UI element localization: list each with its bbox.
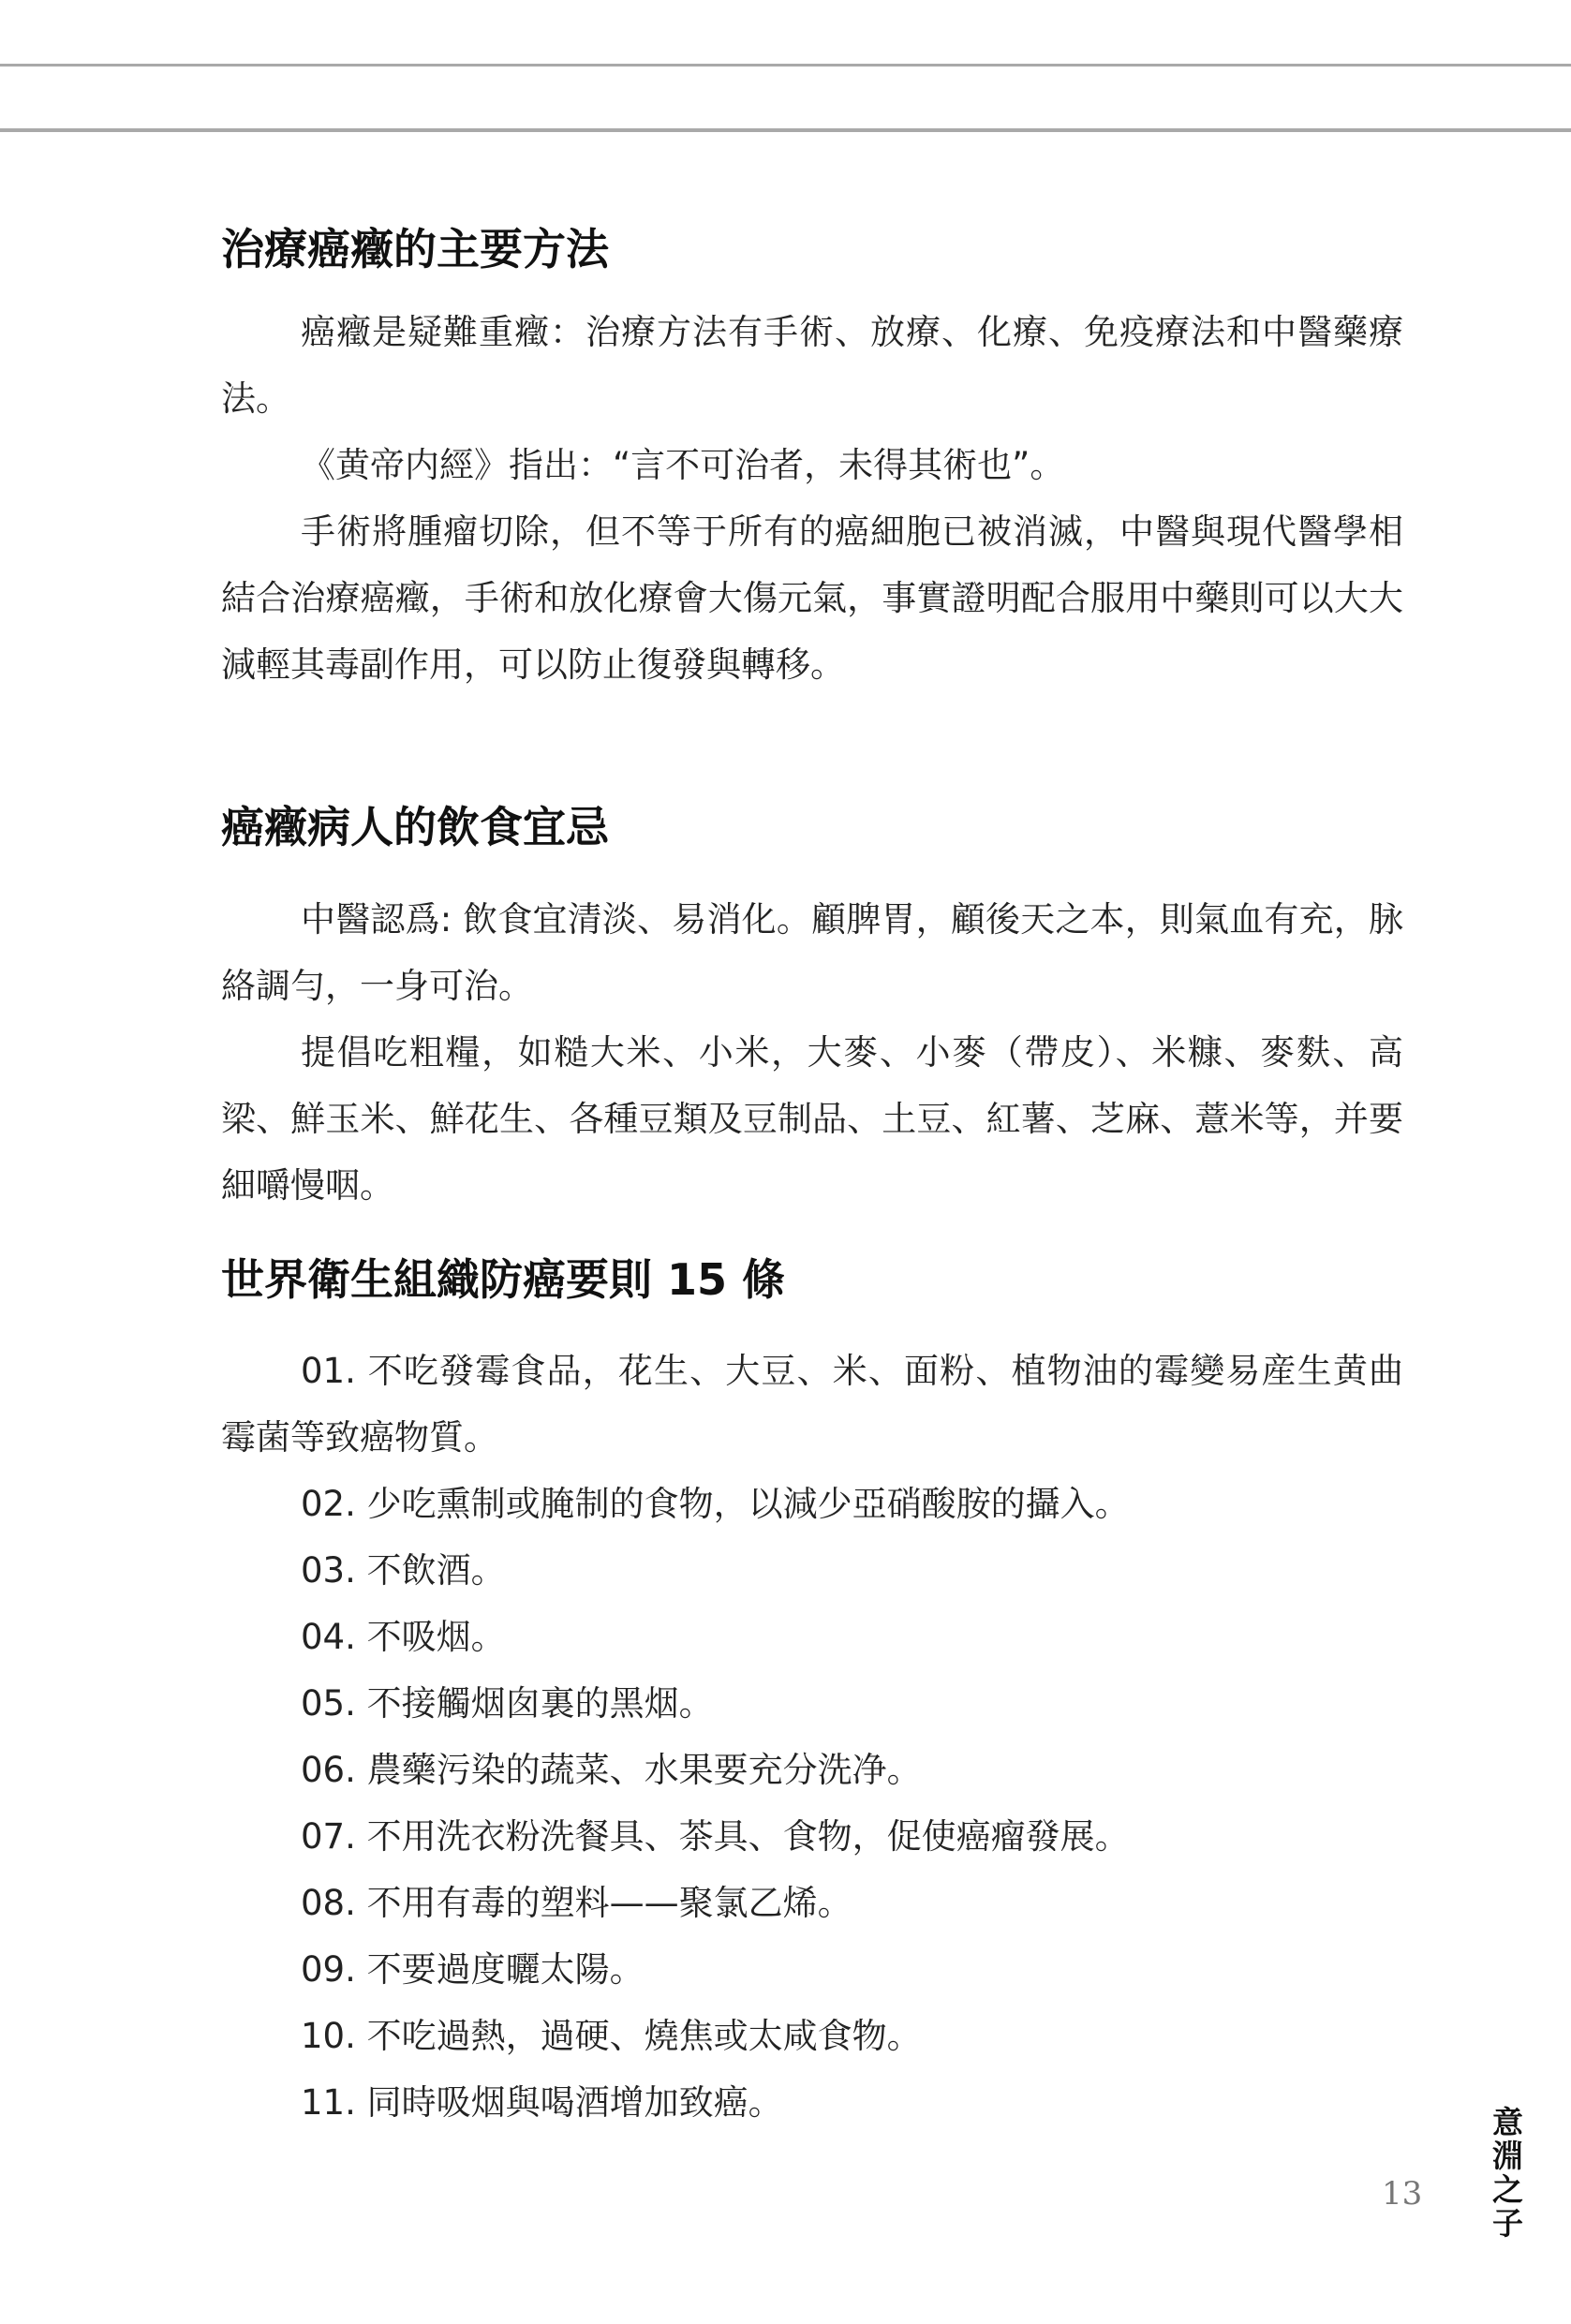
list-item: 09. 不要過度曬太陽。 — [301, 1949, 645, 1990]
section-heading-treatment: 治療癌癥的主要方法 — [221, 224, 609, 274]
section-heading-who-rules: 世界衛生組織防癌要則 15 條 — [221, 1254, 786, 1305]
rules-list — [221, 1338, 1403, 2136]
section-body-treatment — [221, 299, 1403, 698]
list-item: 02. 少吃熏制或腌制的食物，以減少亞硝酸胺的攝入。 — [301, 1484, 1130, 1524]
list-item: 08. 不用有毒的塑料——聚氯乙烯。 — [301, 1883, 852, 1923]
list-item: 01. 不吃發霉食品，花生、大豆、米、面粉、植物油的霉變易産生黄曲霉菌等致癌物質。 — [221, 1351, 1403, 1458]
paragraph: 提倡吃粗糧，如糙大米、小米，大麥、小麥（帶皮）、米糠、麥麩、高梁、鮮玉米、鮮花生、各種豆類及豆制品、土豆、紅薯、芝麻、薏米等，并要細嚼慢咽。 — [221, 1032, 1403, 1206]
section-heading-diet: 癌癥病人的飲食宜忌 — [221, 802, 609, 852]
series-title: 意淵之子 — [1488, 2106, 1524, 2241]
section-body-diet — [221, 886, 1403, 1219]
list-item: 03. 不飲酒。 — [301, 1550, 506, 1591]
page-number: 13 — [1382, 2175, 1423, 2213]
list-item: 11. 同時吸烟與喝酒增加致癌。 — [301, 2082, 783, 2123]
header-rule-bottom — [0, 128, 1571, 132]
paragraph: 手術將腫瘤切除，但不等于所有的癌細胞已被消滅，中醫與現代醫學相結合治療癌癥，手術和放化療會大傷元氣，事實證明配合服用中藥則可以大大減輕其毒副作用，可以防止復發與轉移。 — [221, 511, 1403, 685]
list-item: 10. 不吃過熱，過硬、燒焦或太咸食物。 — [301, 2016, 922, 2056]
paragraph: 中醫認爲: 飲食宜清淡、易消化。顧脾胃，顧後天之本，則氣血有充，脉絡調勻，一身可治。 — [221, 899, 1403, 1006]
paragraph: 癌癥是疑難重癥：治療方法有手術、放療、化療、免疫療法和中醫藥療法。 — [221, 312, 1403, 419]
list-item: 06. 農藥污染的蔬菜、水果要充分洗净。 — [301, 1750, 922, 1790]
list-item: 04. 不吸烟。 — [301, 1617, 506, 1657]
list-item: 05. 不接觸烟囱裏的黑烟。 — [301, 1683, 714, 1724]
list-item: 07. 不用洗衣粉洗餐具、茶具、食物，促使癌瘤發展。 — [301, 1816, 1130, 1857]
header-rule-top — [0, 64, 1571, 67]
paragraph: 《黄帝内經》指出：“言不可治者，未得其術也”。 — [301, 445, 1065, 485]
